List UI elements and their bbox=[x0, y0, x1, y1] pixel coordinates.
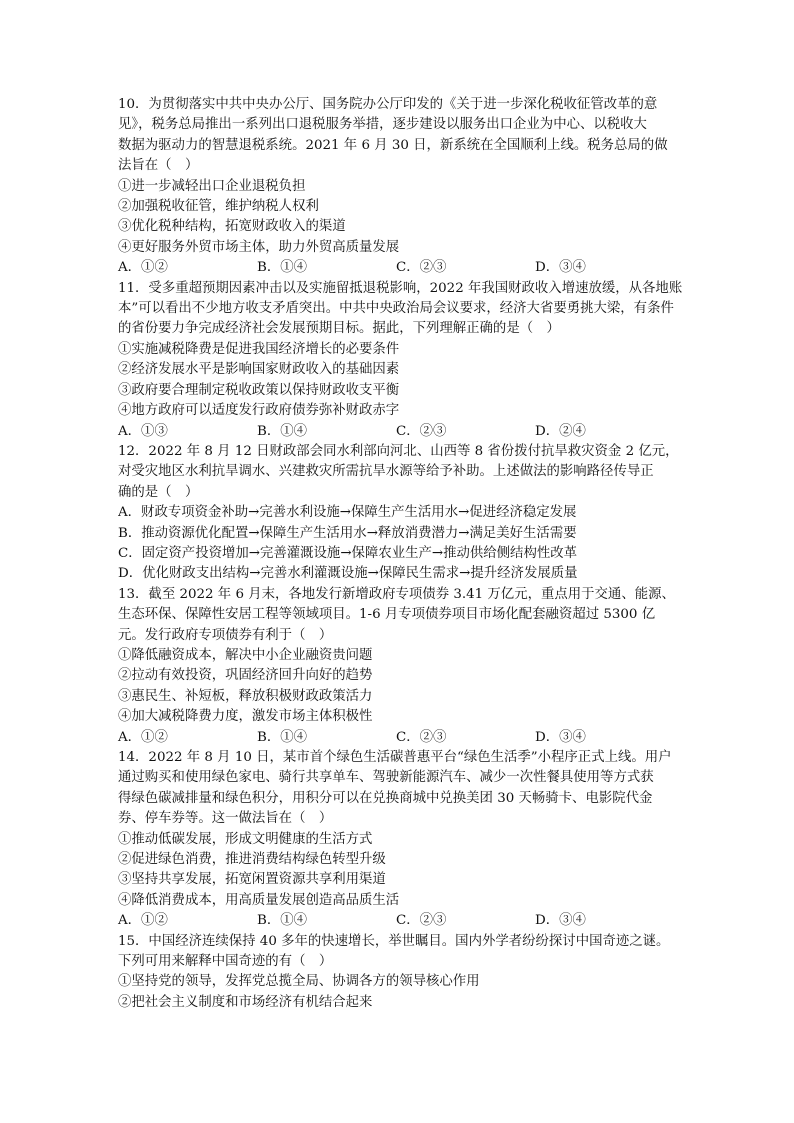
question-stem-line: 的省份要力争完成经济社会发展预期目标。据此，下列理解正确的是（ ） bbox=[118, 321, 560, 337]
question bbox=[118, 442, 684, 585]
question-stem-line: 元。发行政府专项债券有利于（ ） bbox=[118, 627, 333, 643]
statement-item: ④加大减税降费力度，激发市场主体积极性 bbox=[118, 709, 373, 725]
question bbox=[118, 279, 684, 442]
answer-option-a: A．①② bbox=[118, 260, 168, 276]
statement-item: ③惠民生、补短板，释放积极财政政策活力 bbox=[118, 688, 373, 704]
answer-options bbox=[118, 258, 684, 278]
answer-options bbox=[118, 422, 684, 442]
answer-option-d: D．优化财政支出结构→完善水利灌溉设施→保障民生需求→提升经济发展质量 bbox=[118, 566, 578, 582]
question-stem-line: 确的是（ ） bbox=[118, 484, 199, 500]
statement-item: ③政府要合理制定税收政策以保持财政收支平衡 bbox=[118, 382, 400, 398]
statement-item: ②经济发展水平是影响国家财政收入的基础因素 bbox=[118, 362, 400, 378]
question-stem-line: 数据为驱动力的智慧退税系统。2021 年 6 月 30 日，新系统在全国顺利上线。税务总局的做 bbox=[118, 137, 668, 153]
answer-option-b: B．推动资源优化配置→保障生产生活用水→释放消费潜力→满足美好生活需要 bbox=[118, 525, 577, 541]
statement-item: ④更好服务外贸市场主体，助力外贸高质量发展 bbox=[118, 239, 400, 255]
answer-option-c: C．②③ bbox=[396, 913, 447, 929]
answer-option-d: D．③④ bbox=[535, 260, 586, 276]
answer-option-c: C．②③ bbox=[396, 260, 447, 276]
answer-option-a: A．财政专项资金补助→完善水利设施→保障生产生活用水→促进经济稳定发展 bbox=[118, 505, 577, 521]
question bbox=[118, 748, 684, 932]
question-stem-line: 得绿色碳减排量和绿色积分，用积分可以在兑换商城中兑换美团 30 天畅骑卡、电影院代金 bbox=[118, 790, 653, 806]
answer-option-b: B．①④ bbox=[257, 423, 308, 439]
question bbox=[118, 95, 684, 279]
question bbox=[118, 585, 684, 748]
answer-option-a: A．①② bbox=[118, 729, 168, 745]
question-stem-line: 10．为贯彻落实中共中央办公厅、国务院办公厅印发的《关于进一步深化税收征管改革的意 bbox=[118, 97, 658, 112]
question-stem-line: 12．2022 年 8 月 12 日财政部会同水利部向河北、山西等 8 省份拨付抗旱救灾资金 2 亿元， bbox=[118, 443, 679, 459]
answer-option-b: B．①④ bbox=[257, 260, 308, 276]
statement-item: ②促进绿色消费，推进消费结构绿色转型升级 bbox=[118, 852, 386, 868]
statement-item: ①进一步减轻出口企业退税负担 bbox=[118, 178, 306, 194]
answer-option-a: A．①② bbox=[118, 913, 168, 929]
question bbox=[118, 932, 684, 1014]
answer-option-c: C．②③ bbox=[396, 729, 447, 745]
statement-item: ③坚持共享发展，拓宽闲置资源共享利用渠道 bbox=[118, 872, 386, 888]
question-stem-line: 11．受多重超预期因素冲击以及实施留抵退税影响，2022 年我国财政收入增速放缓，从各地账 bbox=[118, 280, 683, 296]
answer-option-c: C．固定资产投资增加→完善灌溉设施→保障农业生产→推动供给侧结构性改革 bbox=[118, 545, 578, 561]
answer-option-d: D．③④ bbox=[535, 913, 586, 929]
question-stem-line: 对受灾地区水利抗旱调水、兴建救灾所需抗旱水源等给予补助。上述做法的影响路径传导正 bbox=[118, 464, 654, 480]
answer-options bbox=[118, 728, 684, 748]
statement-item: ②拉动有效投资，巩固经济回升向好的趋势 bbox=[118, 668, 373, 684]
answer-option-d: D．③④ bbox=[535, 729, 586, 745]
question-stem-line: 法旨在（ ） bbox=[118, 158, 199, 174]
answer-options bbox=[118, 911, 684, 931]
statement-item: ②把社会主义制度和市场经济有机结合起来 bbox=[118, 994, 373, 1010]
question-stem-line: 本”可以看出不少地方收支矛盾突出。中共中央政治局会议要求，经济大省要勇挑大梁，有条件 bbox=[118, 301, 674, 317]
question-stem-line: 下列可用来解释中国奇迹的有（ ） bbox=[118, 954, 333, 970]
answer-option-b: B．①④ bbox=[257, 729, 308, 745]
answer-option-b: B．①④ bbox=[257, 913, 308, 929]
statement-item: ③优化税种结构，拓宽财政收入的渠道 bbox=[118, 219, 346, 235]
statement-item: ①实施减税降费是促进我国经济增长的必要条件 bbox=[118, 341, 400, 357]
answer-option-a: A．①③ bbox=[118, 423, 168, 439]
question-stem-line: 14．2022 年 8 月 10 日，某市首个绿色生活碳普惠平台“绿色生活季”小程序正式上线。用户 bbox=[118, 750, 672, 765]
statement-item: ①推动低碳发展，形成文明健康的生活方式 bbox=[118, 831, 373, 847]
exam-page bbox=[118, 95, 684, 1013]
question-stem-line: 券、停车券等。这一做法旨在（ ） bbox=[118, 811, 333, 827]
statement-item: ①降低融资成本，解决中小企业融资贵问题 bbox=[118, 647, 373, 663]
question-stem-line: 见》，税务总局推出一系列出口退税服务举措，逐步建设以服务出口企业为中心、以税收大 bbox=[118, 117, 647, 133]
question-stem-line: 15．中国经济连续保持 40 多年的快速增长，举世瞩目。国内外学者纷纷探讨中国奇迹之谜。 bbox=[118, 933, 670, 949]
statement-item: ④地方政府可以适度发行政府债券弥补财政赤字 bbox=[118, 403, 400, 419]
statement-item: ④降低消费成本，用高质量发展创造高品质生活 bbox=[118, 892, 400, 908]
answer-option-d: D．②④ bbox=[535, 423, 586, 439]
statement-item: ②加强税收征管，维护纳税人权利 bbox=[118, 199, 319, 215]
statement-item: ①坚持党的领导，发挥党总揽全局、协调各方的领导核心作用 bbox=[118, 974, 480, 990]
answer-option-c: C．②③ bbox=[396, 423, 447, 439]
question-stem-line: 生态环保、保障性安居工程等领域项目。1-6 月专项债券项目市场化配套融资超过 5300 亿 bbox=[118, 607, 656, 623]
question-stem-line: 13．截至 2022 年 6 月末，各地发行新增政府专项债券 3.41 万亿元，重点用于交通、能源、 bbox=[118, 586, 675, 602]
question-stem-line: 通过购买和使用绿色家电、骑行共享单车、驾驶新能源汽车、减少一次性餐具使用等方式获 bbox=[118, 770, 654, 786]
